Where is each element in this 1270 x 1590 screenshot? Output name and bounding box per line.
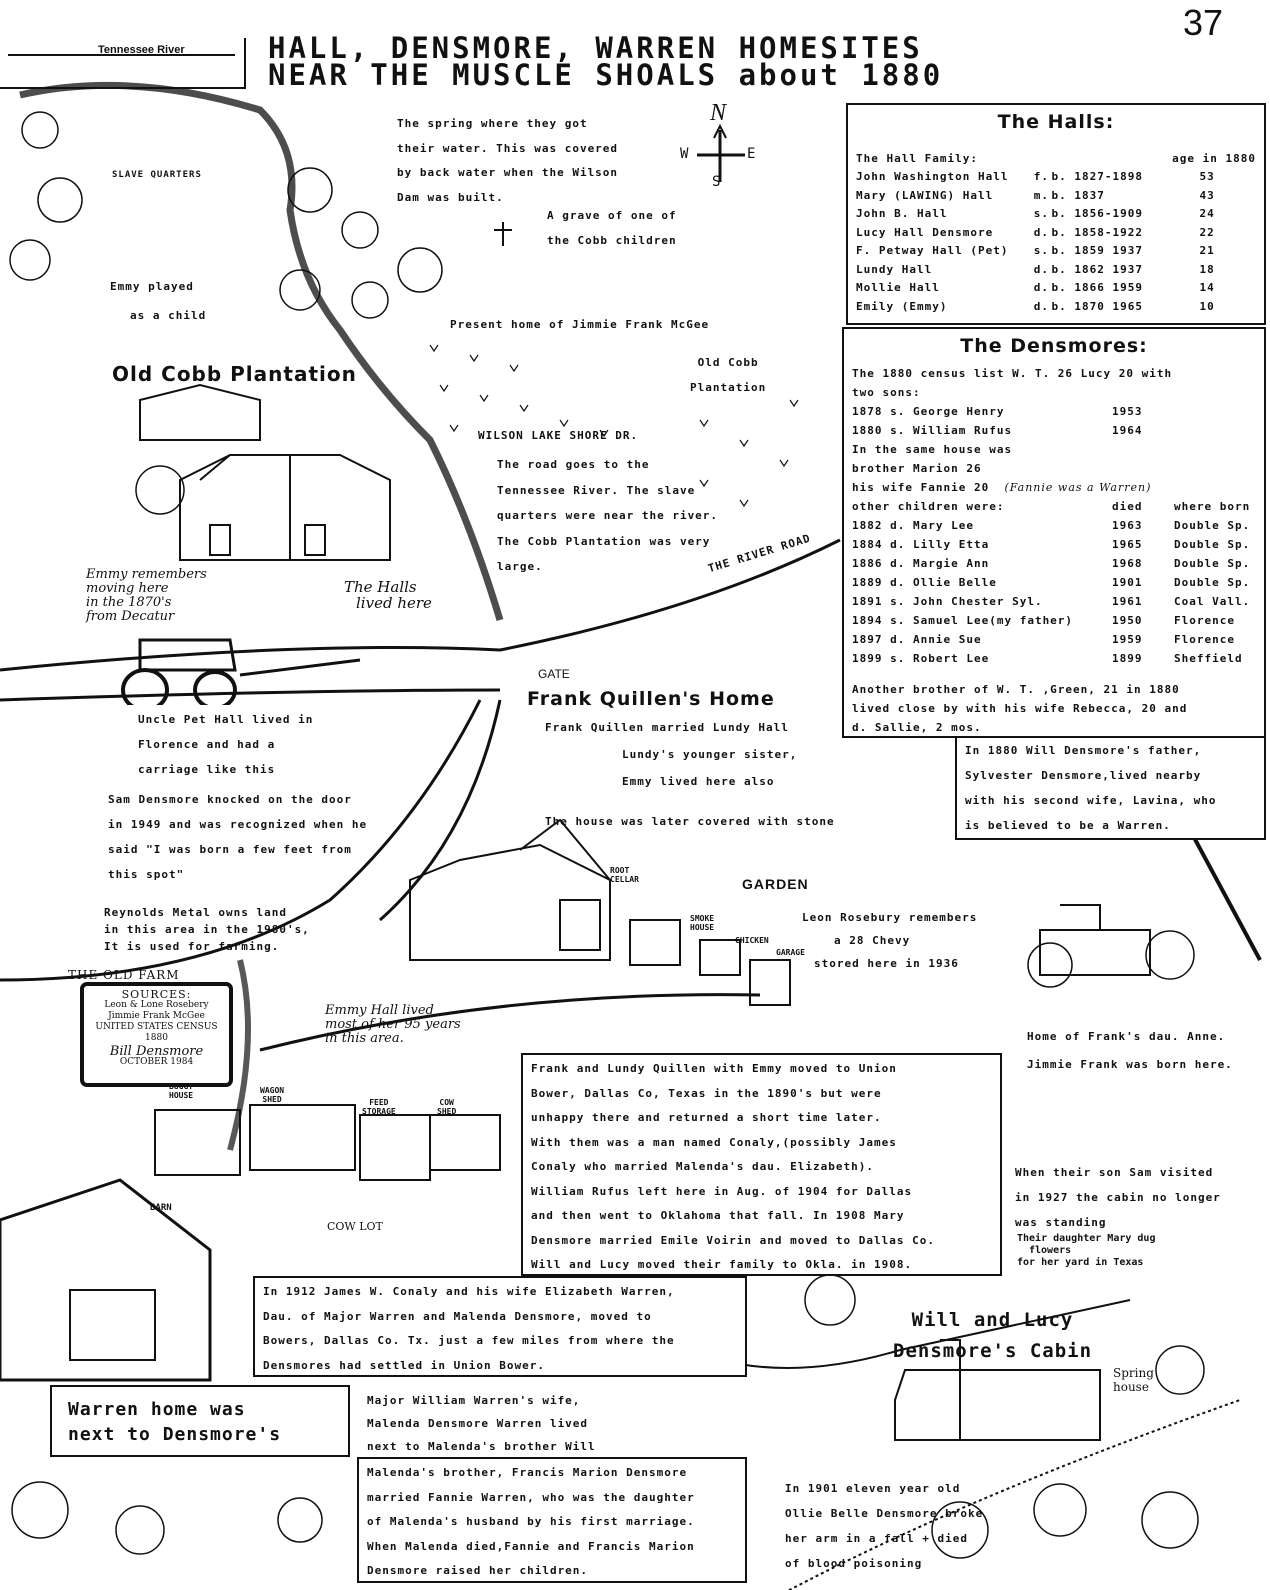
table-row: 1894 s. Samuel Lee(my father) 1950 Florence <box>852 614 1235 627</box>
table-row: John Washington Hall f. b. 1827-1898 53 <box>856 170 1215 183</box>
table-row: 1889 d. Ollie Belle 1901 Double Sp. <box>852 576 1251 589</box>
smoke-house-label: SMOKE HOUSE <box>690 914 715 932</box>
emmy-played-note: Emmy played as a child <box>110 280 207 322</box>
cabin-title: Will and Lucy Densmore's Cabin <box>893 1309 1093 1362</box>
table-row: Emily (Emmy) d. b. 1870 1965 10 <box>856 299 1215 313</box>
sam-note: Sam Densmore knocked on the door in 1949 and was recognized when he said "I was born a few feet from this spot" <box>108 793 368 881</box>
root-cellar-label: ROOT CELLAR <box>610 866 639 884</box>
table-row: 1897 d. Annie Sue 1959 Florence <box>852 633 1235 646</box>
table-row: John B. Hall s. b. 1856-1909 24 <box>856 207 1215 220</box>
fannie-note: (Fannie was a Warren) <box>1004 481 1152 494</box>
table-row: Mollie Hall d. b. 1866 1959 14 <box>856 281 1215 294</box>
halls-header-left: The Hall Family: <box>856 151 978 165</box>
page-number: 37 <box>1183 2 1224 43</box>
table-row: Lucy Hall Densmore d. b. 1858-1922 22 <box>856 225 1215 239</box>
old-cobb-small-label: Old Cobb Plantation <box>690 356 767 394</box>
old-farm-label: THE OLD FARM <box>68 968 180 982</box>
densmores-brother: In the same house was <box>852 443 1013 456</box>
spring-note: The spring where they got their water. This was covered by back water when the Wilson Dam was built. <box>397 117 619 204</box>
quillen-note: Frank Quillen married Lundy Hall Lundy's younger sister, Emmy lived here also <box>545 721 798 788</box>
compass-n: N <box>710 100 727 126</box>
warren-home-box: Warren home was next to Densmore's <box>50 1385 350 1457</box>
mcgee-home-label: Present home of Jimmie Frank McGee <box>450 318 710 331</box>
halls-lived-note: The Halls lived here <box>344 578 432 612</box>
densmores-brother: his wife Fannie 20 (Fannie was a Warren) <box>852 481 1152 494</box>
anne-home-note: Home of Frank's dau. Anne. Jimmie Frank was born here. <box>1027 1030 1233 1071</box>
slave-quarters-label: SLAVE QUARTERS <box>112 170 202 180</box>
conaly-note: In 1912 James W. Conaly and his wife Elizabeth Warren, Dau. of Major Warren and Malenda Densmore, moved to Bowers, Dallas Co. Tx. just a few miles from where the Densmores had settled in Union Bower. <box>253 1276 747 1377</box>
densmores-title: The Densmores: <box>960 335 1148 357</box>
chicken-label: CHICKEN <box>735 936 769 945</box>
densmores-box <box>842 327 1266 682</box>
mary-flowers-note: Their daughter Mary dug flowers for her yard in Texas <box>1017 1233 1156 1268</box>
densmores-brother: brother Marion 26 <box>852 462 982 475</box>
source-line: 1880 <box>145 1033 168 1043</box>
table-row: 1891 s. John Chester Syl. 1961 Coal Vall. <box>852 595 1251 608</box>
wagon-shed-label: WAGON SHED <box>260 1086 285 1104</box>
sylvester-note: In 1880 Will Densmore's father, Sylvester Densmore,lived nearby with his second wife, Lavina, who is believed to be a Warren. <box>955 738 1266 840</box>
river-road-label: THE RIVER ROAD <box>706 531 813 576</box>
barn-label: BARN <box>150 1203 172 1213</box>
union-bower-note: Frank and Lundy Quillen with Emmy moved to Union Bower, Dallas Co, Texas in the 1890's but were unhappy there and returned a short time later. With them was a man named Conaly,(possibly James Conaly who married Malenda's dau. Elizabeth). William Rufus left here in Aug. of 1904 for Dallas and then went to Oklahoma that fall. In 1908 Mary Densmore married Emile Voirin and moved to Dallas Co. Will and Lucy moved their family to Okla. in 1908. <box>521 1053 1002 1276</box>
densmores-children-table <box>852 497 1256 668</box>
signature: Bill Densmore <box>109 1044 204 1059</box>
compass-s: S <box>712 174 721 190</box>
spring-house-label: Spring house <box>1113 1366 1154 1394</box>
reynolds-note: Reynolds Metal owns land in this area in the 1980's, It is used for farming. <box>104 906 310 953</box>
ollie-note: In 1901 eleven year old Ollie Belle Densmore broke her arm in a fall + died of blood poisoning <box>785 1482 984 1570</box>
page-title-line2: NEAR THE MUSCLE SHOALS about 1880 <box>268 58 944 92</box>
frank-quillen-home-label: Frank Quillen's Home <box>527 688 775 710</box>
grave-note: A grave of one of the Cobb children <box>547 209 677 247</box>
halls-title: The Halls: <box>997 111 1115 133</box>
malenda-note: Major William Warren's wife, Malenda Densmore Warren lived next to Malenda's brother Will <box>357 1385 625 1457</box>
gate-label: GATE <box>538 667 570 681</box>
green-note: Another brother of W. T. ,Green, 21 in 1880 lived close by with his wife Rebecca, 20 and d. Sallie, 2 mos. <box>842 680 1266 738</box>
table-row: 1882 d. Mary Lee 1963 Double Sp. <box>852 519 1251 532</box>
densmores-intro: The 1880 census list W. T. 26 Lucy 20 with <box>852 367 1173 380</box>
table-row: 1886 d. Margie Ann 1968 Double Sp. <box>852 557 1251 570</box>
table-row: 1880 s. William Rufus 1964 <box>852 424 1143 437</box>
table-header: other children were: died where born <box>852 500 1251 513</box>
halls-box <box>846 103 1266 325</box>
halls-header-right: age in 1880 <box>1172 151 1256 165</box>
table-row: Lundy Hall d. b. 1862 1937 18 <box>856 262 1215 276</box>
stone-note: The house was later covered with stone <box>545 815 835 828</box>
halls-table <box>856 150 1256 317</box>
source-line: Jimmie Frank McGee <box>108 1011 205 1021</box>
sources-heading: SOURCES: <box>121 988 192 1001</box>
compass-e: E <box>747 146 756 162</box>
table-row: 1884 d. Lilly Etta 1965 Double Sp. <box>852 538 1251 551</box>
emmy-moving-note: Emmy remembers moving here in the 1870's from Decatur <box>86 567 207 624</box>
uncle-pet-note: Uncle Pet Hall lived in Florence and had a carriage like this <box>128 705 343 785</box>
table-row: 1878 s. George Henry 1953 <box>852 405 1143 418</box>
wilson-lake-label: WILSON LAKE SHORE DR. <box>478 429 639 442</box>
densmores-intro: two sons: <box>852 386 921 399</box>
buggy-house-label: BUGGY HOUSE <box>169 1082 194 1100</box>
table-row: F. Petway Hall (Pet) s. b. 1859 1937 21 <box>856 244 1215 257</box>
sources-box <box>80 982 233 1087</box>
garage-label: GARAGE <box>776 948 805 957</box>
feed-storage-label: FEED STORAGE <box>362 1098 396 1116</box>
page-title-line1: HALL, DENSMORE, WARREN HOMESITES <box>268 31 923 65</box>
leon-note: Leon Rosebury remembers a 28 Chevy stored here in 1936 <box>802 911 978 970</box>
garden-label: GARDEN <box>742 876 809 892</box>
sam-visit-note: When their son Sam visited in 1927 the cabin no longer was standing <box>1015 1166 1221 1229</box>
francis-note: Malenda's brother, Francis Marion Densmore married Fannie Warren, who was the daughter of Malenda's husband by his first marriage. When Malenda died,Fannie and Francis Marion Densmore raised her children. <box>357 1457 747 1583</box>
compass-w: W <box>680 146 689 162</box>
emmy-hall-lived-note: Emmy Hall lived most of her 95 years in this area. <box>325 1003 461 1046</box>
cow-lot-label: COW LOT <box>327 1220 383 1233</box>
densmores-sons-table <box>852 402 1256 440</box>
source-line: Leon & Lone Rosebery <box>104 1000 209 1010</box>
road-note: The road goes to the Tennessee River. The slave quarters were near the river. The Cobb Plantation was very large. <box>497 458 719 573</box>
old-cobb-plantation-label: Old Cobb Plantation <box>112 362 357 386</box>
cow-shed-label: COW SHED <box>437 1098 457 1116</box>
tennessee-river-label: Tennessee River <box>98 44 185 56</box>
signature-date: OCTOBER 1984 <box>119 1057 194 1067</box>
source-line: UNITED STATES CENSUS <box>95 1022 218 1032</box>
table-row: 1899 s. Robert Lee 1899 Sheffield <box>852 652 1243 665</box>
table-row: Mary (LAWING) Hall m. b. 1837 43 <box>856 188 1215 202</box>
